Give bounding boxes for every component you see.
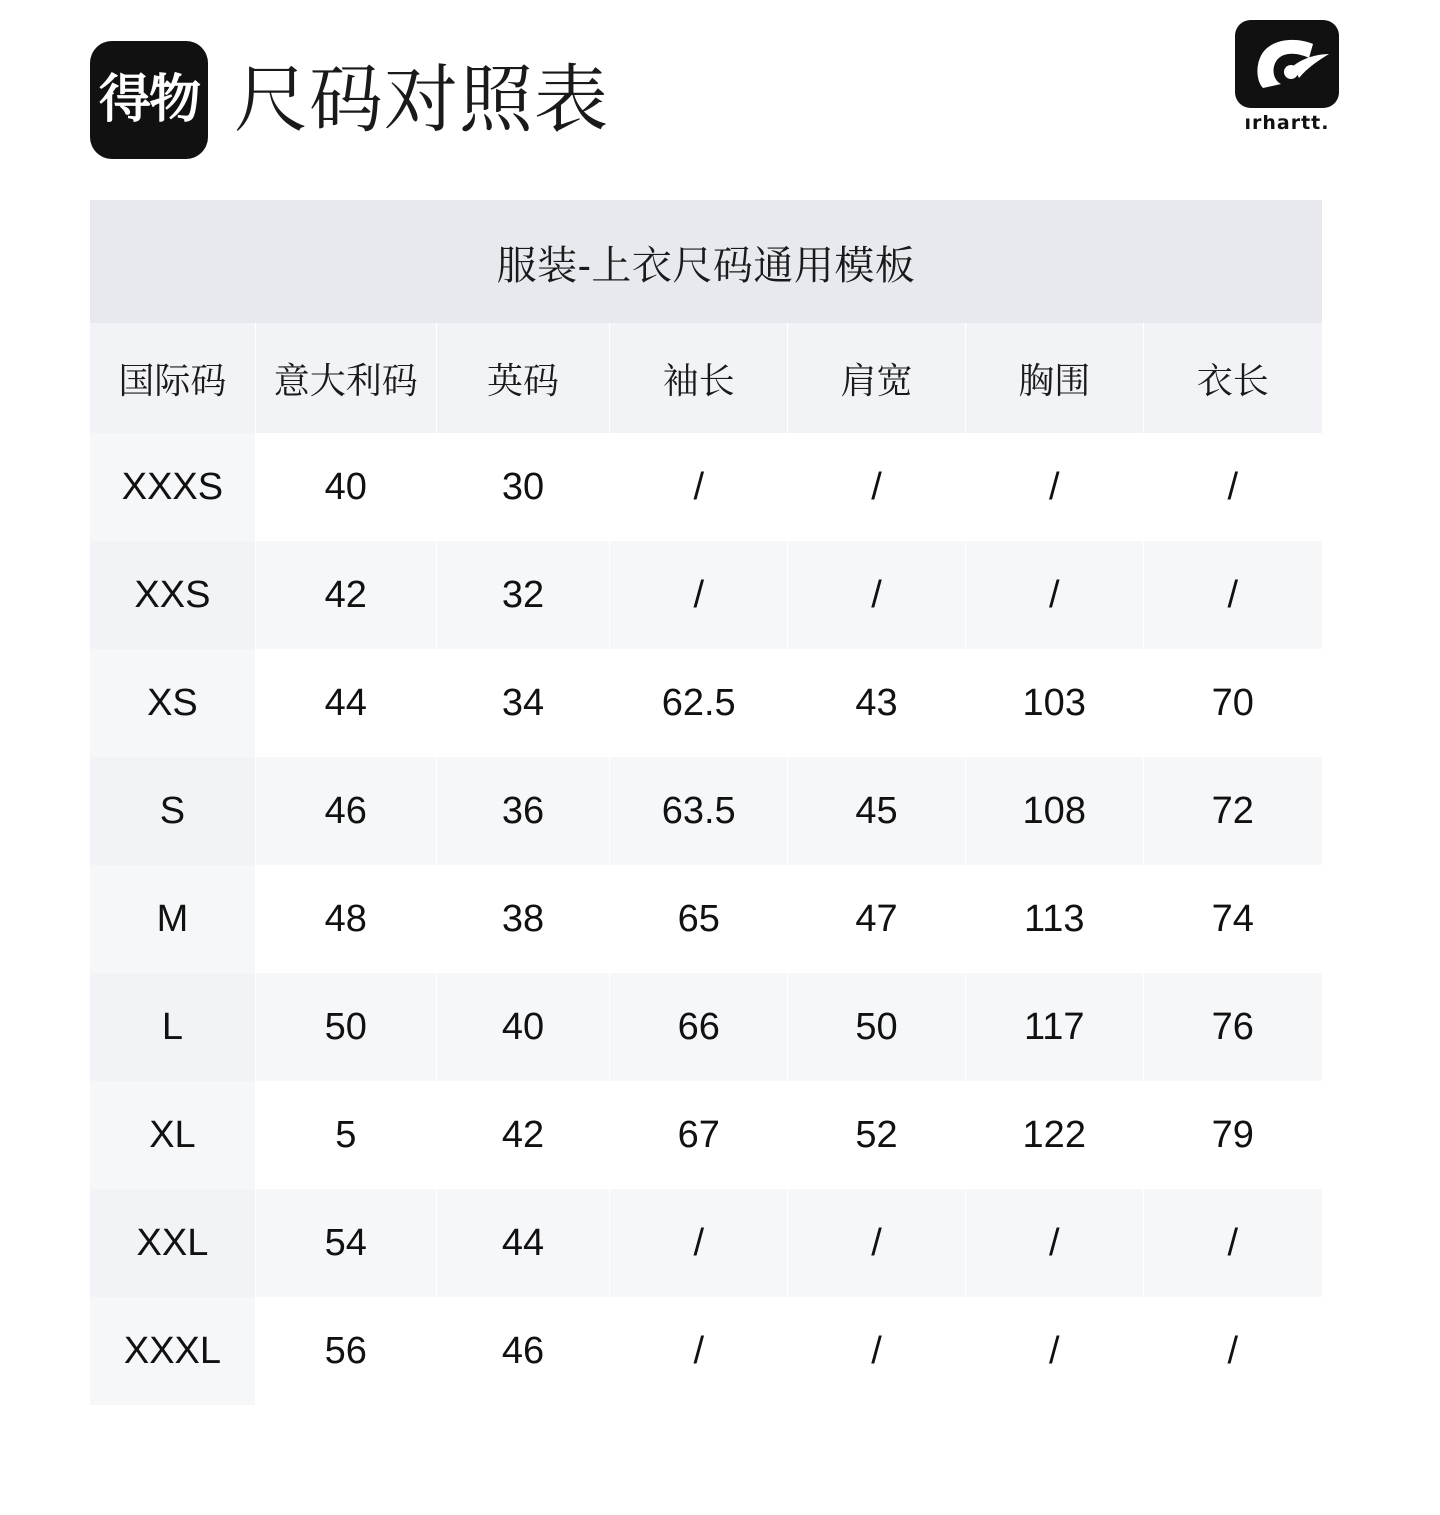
cell-shoulder-width: 52 bbox=[788, 1081, 966, 1189]
size-table bbox=[90, 323, 1322, 1405]
cell-italian-size: 54 bbox=[255, 1189, 436, 1297]
cell-garment-length: / bbox=[1143, 541, 1322, 649]
cell-italian-size: 42 bbox=[255, 541, 436, 649]
cell-italian-size: 40 bbox=[255, 433, 436, 541]
cell-size-code: L bbox=[90, 973, 255, 1081]
cell-garment-length: 72 bbox=[1143, 757, 1322, 865]
cell-italian-size: 44 bbox=[255, 649, 436, 757]
column-header: 肩宽 bbox=[788, 323, 966, 433]
cell-size-code: XL bbox=[90, 1081, 255, 1189]
table-row bbox=[90, 1297, 1322, 1405]
brand-logo bbox=[1222, 18, 1352, 142]
cell-size-code: XXS bbox=[90, 541, 255, 649]
cell-sleeve-length: 66 bbox=[610, 973, 788, 1081]
dewu-logo-icon: 得物 bbox=[90, 41, 208, 159]
cell-uk-size: 46 bbox=[436, 1297, 610, 1405]
column-header: 意大利码 bbox=[255, 323, 436, 433]
cell-italian-size: 48 bbox=[255, 865, 436, 973]
cell-shoulder-width: / bbox=[788, 1297, 966, 1405]
column-header: 衣长 bbox=[1143, 323, 1322, 433]
cell-garment-length: 74 bbox=[1143, 865, 1322, 973]
cell-sleeve-length: 67 bbox=[610, 1081, 788, 1189]
table-row bbox=[90, 757, 1322, 865]
cell-chest: 103 bbox=[965, 649, 1143, 757]
cell-garment-length: 76 bbox=[1143, 973, 1322, 1081]
cell-sleeve-length: 63.5 bbox=[610, 757, 788, 865]
cell-chest: 122 bbox=[965, 1081, 1143, 1189]
cell-sleeve-length: 65 bbox=[610, 865, 788, 973]
cell-uk-size: 42 bbox=[436, 1081, 610, 1189]
cell-uk-size: 30 bbox=[436, 433, 610, 541]
brand-block bbox=[90, 41, 609, 159]
cell-garment-length: / bbox=[1143, 1297, 1322, 1405]
cell-chest: 108 bbox=[965, 757, 1143, 865]
cell-chest: 113 bbox=[965, 865, 1143, 973]
table-row bbox=[90, 433, 1322, 541]
table-row bbox=[90, 649, 1322, 757]
cell-sleeve-length: / bbox=[610, 1189, 788, 1297]
size-table-head bbox=[90, 323, 1322, 433]
column-header: 胸围 bbox=[965, 323, 1143, 433]
cell-size-code: XXXS bbox=[90, 433, 255, 541]
cell-italian-size: 56 bbox=[255, 1297, 436, 1405]
cell-shoulder-width: 43 bbox=[788, 649, 966, 757]
cell-sleeve-length: 62.5 bbox=[610, 649, 788, 757]
cell-shoulder-width: / bbox=[788, 1189, 966, 1297]
cell-sleeve-length: / bbox=[610, 433, 788, 541]
cell-size-code: M bbox=[90, 865, 255, 973]
brand-wordmark: ırhartt. bbox=[1244, 112, 1330, 134]
cell-garment-length: / bbox=[1143, 433, 1322, 541]
table-row bbox=[90, 541, 1322, 649]
cell-chest: 117 bbox=[965, 973, 1143, 1081]
cell-uk-size: 36 bbox=[436, 757, 610, 865]
page-title: 尺码对照表 bbox=[234, 58, 609, 141]
cell-italian-size: 5 bbox=[255, 1081, 436, 1189]
cell-size-code: XXL bbox=[90, 1189, 255, 1297]
column-header: 英码 bbox=[436, 323, 610, 433]
cell-uk-size: 34 bbox=[436, 649, 610, 757]
cell-italian-size: 50 bbox=[255, 973, 436, 1081]
table-row bbox=[90, 1189, 1322, 1297]
cell-uk-size: 40 bbox=[436, 973, 610, 1081]
cell-chest: / bbox=[965, 1297, 1143, 1405]
size-table-caption: 服装-上衣尺码通用模板 bbox=[90, 200, 1322, 323]
cell-shoulder-width: 50 bbox=[788, 973, 966, 1081]
cell-sleeve-length: / bbox=[610, 1297, 788, 1405]
cell-shoulder-width: 45 bbox=[788, 757, 966, 865]
column-header: 袖长 bbox=[610, 323, 788, 433]
column-header: 国际码 bbox=[90, 323, 255, 433]
cell-garment-length: 79 bbox=[1143, 1081, 1322, 1189]
cell-size-code: XS bbox=[90, 649, 255, 757]
size-table-container bbox=[90, 200, 1322, 1405]
carhartt-logo-icon bbox=[1233, 18, 1341, 110]
cell-chest: / bbox=[965, 1189, 1143, 1297]
cell-size-code: XXXL bbox=[90, 1297, 255, 1405]
cell-italian-size: 46 bbox=[255, 757, 436, 865]
page-header bbox=[0, 0, 1440, 200]
cell-shoulder-width: 47 bbox=[788, 865, 966, 973]
cell-sleeve-length: / bbox=[610, 541, 788, 649]
cell-size-code: S bbox=[90, 757, 255, 865]
cell-chest: / bbox=[965, 541, 1143, 649]
cell-uk-size: 32 bbox=[436, 541, 610, 649]
table-row bbox=[90, 1081, 1322, 1189]
cell-uk-size: 38 bbox=[436, 865, 610, 973]
cell-shoulder-width: / bbox=[788, 433, 966, 541]
table-row bbox=[90, 973, 1322, 1081]
table-row bbox=[90, 865, 1322, 973]
cell-uk-size: 44 bbox=[436, 1189, 610, 1297]
cell-chest: / bbox=[965, 433, 1143, 541]
cell-garment-length: / bbox=[1143, 1189, 1322, 1297]
table-header-row bbox=[90, 323, 1322, 433]
cell-shoulder-width: / bbox=[788, 541, 966, 649]
cell-garment-length: 70 bbox=[1143, 649, 1322, 757]
size-table-body bbox=[90, 433, 1322, 1405]
